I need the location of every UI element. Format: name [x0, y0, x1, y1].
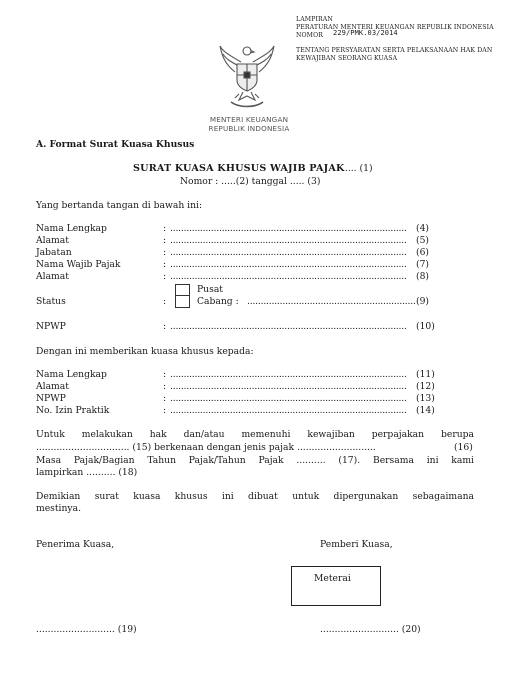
- giver-signature-line[interactable]: ........................... (20): [320, 624, 421, 635]
- field-dots[interactable]: .......................................................................................: [170, 393, 407, 404]
- tentang-line-2: KEWAJIBAN SEORANG KUASA: [296, 55, 398, 62]
- receiver-signature-line[interactable]: ........................... (19): [36, 624, 137, 635]
- doc-title: SURAT KUASA KHUSUS WAJIB PAJAK: [133, 163, 345, 174]
- field-label: Nama Lengkap: [36, 223, 107, 234]
- field-label: Alamat: [36, 381, 69, 392]
- field-colon: :: [163, 271, 167, 282]
- closing-line-2: mestinya.: [36, 503, 81, 514]
- field-number: (10): [416, 321, 435, 332]
- field-number: (14): [416, 405, 435, 416]
- intro-text: Yang bertanda tangan di bawah ini:: [36, 200, 203, 211]
- field-number: (9): [416, 296, 430, 307]
- purpose-line-2-number: (16): [454, 442, 473, 453]
- meterai-box: [291, 566, 381, 606]
- status-option-pusat: Pusat: [197, 284, 223, 295]
- field-dots[interactable]: .......................................................................................: [170, 247, 407, 258]
- emblem-caption-2: REPUBLIK INDONESIA: [208, 124, 290, 133]
- field-label: Alamat: [36, 271, 69, 282]
- nomor-label: NOMOR: [296, 32, 324, 39]
- cabang-checkbox[interactable]: [175, 295, 190, 308]
- field-label: Alamat: [36, 235, 69, 246]
- npwp-dots[interactable]: .......................................................................................: [170, 321, 407, 332]
- purpose-line-2: ................................ (15) berkenaan dengan jenis pajak ...........................: [36, 442, 376, 453]
- field-label: Nama Wajib Pajak: [36, 259, 121, 270]
- field-dots[interactable]: .......................................................................................: [170, 405, 407, 416]
- lampiran-label: LAMPIRAN: [296, 16, 333, 23]
- regulation-title: PERATURAN MENTERI KEUANGAN REPUBLIK INDONESIA: [296, 24, 494, 31]
- field-number: (4): [416, 223, 430, 234]
- field-colon: :: [163, 369, 167, 380]
- field-number: (7): [416, 259, 430, 270]
- field-number: (8): [416, 271, 430, 282]
- field-number: (11): [416, 369, 435, 380]
- field-label: Nama Lengkap: [36, 369, 107, 380]
- purpose-line-4: lampirkan .......... (18): [36, 467, 138, 478]
- emblem-caption-1: MENTERI KEUANGAN: [209, 115, 289, 124]
- field-colon: :: [163, 223, 167, 234]
- field-number: (12): [416, 381, 435, 392]
- field-colon: :: [163, 235, 167, 246]
- field-dots[interactable]: .......................................................................................: [170, 381, 407, 392]
- field-colon: :: [163, 259, 167, 270]
- field-colon: :: [163, 296, 167, 307]
- meterai-label: Meterai: [314, 573, 351, 584]
- closing-line-1: Demikian surat kuasa khusus ini dibuat untuk dipergunakan sebagaimana: [36, 491, 474, 502]
- field-number: (5): [416, 235, 430, 246]
- cabang-dots[interactable]: ..............................................................: [247, 296, 416, 307]
- field-colon: :: [163, 393, 167, 404]
- status-option-cabang: Cabang :: [197, 296, 239, 307]
- field-dots[interactable]: .......................................................................................: [170, 259, 407, 270]
- field-colon: :: [163, 405, 167, 416]
- field-dots[interactable]: .......................................................................................: [170, 369, 407, 380]
- grant-text: Dengan ini memberikan kuasa khusus kepada:: [36, 346, 254, 357]
- garuda-emblem-icon: [217, 42, 277, 110]
- purpose-line-3: Masa Pajak/Bagian Tahun Pajak/Tahun Pajak .......... (17). Bersama ini kami: [36, 455, 474, 466]
- field-dots[interactable]: .......................................................................................: [170, 223, 407, 234]
- field-number: (6): [416, 247, 430, 258]
- status-label: Status: [36, 296, 66, 307]
- field-colon: :: [163, 381, 167, 392]
- tentang-line-1: TENTANG PERSYARATAN SERTA PELAKSANAAN HAK DAN: [296, 47, 493, 54]
- field-label: No. Izin Praktik: [36, 405, 110, 416]
- purpose-line-1: Untuk melakukan hak dan/atau memenuhi kewajiban perpajakan berupa: [36, 429, 474, 440]
- field-dots[interactable]: .......................................................................................: [170, 235, 407, 246]
- nomor-value: 229/PMK.03/2014: [333, 29, 398, 37]
- field-dots[interactable]: .......................................................................................: [170, 271, 407, 282]
- field-number: (13): [416, 393, 435, 404]
- nomor-line: Nomor : .....(2) tanggal ..... (3): [180, 176, 321, 187]
- field-colon: :: [163, 321, 167, 332]
- field-label: NPWP: [36, 393, 66, 404]
- npwp-label: NPWP: [36, 321, 66, 332]
- receiver-label: Penerima Kuasa,: [36, 539, 115, 550]
- field-label: Jabatan: [36, 247, 72, 258]
- giver-label: Pemberi Kuasa,: [320, 539, 393, 550]
- field-colon: :: [163, 247, 167, 258]
- section-title: A. Format Surat Kuasa Khusus: [36, 139, 195, 150]
- doc-title-suffix: ..... (1): [342, 163, 373, 174]
